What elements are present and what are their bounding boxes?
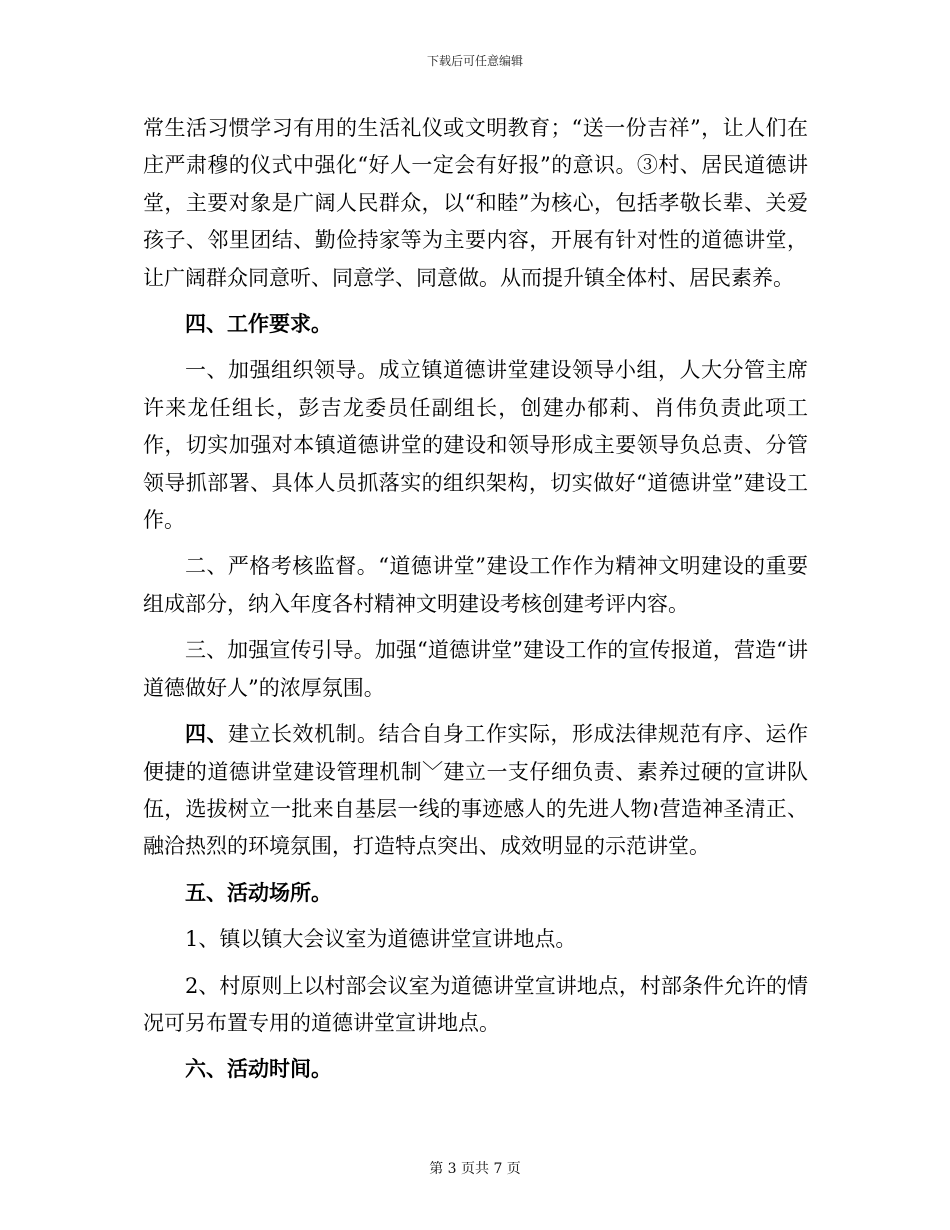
- document-body: [143, 110, 808, 1089]
- paragraph-requirement-2: 二、严格考核监督。“道德讲堂”建设工作作为精神文明建设的重要组成部分，纳入年度各村精神文明建设考核创建考评内容。: [143, 554, 808, 616]
- heading-work-requirements: 四、工作要求。: [185, 312, 332, 337]
- heading-activity-time: 六、活动时间。: [185, 1057, 332, 1082]
- paragraph-requirement-3: 三、加强宣传引导。加强“道德讲堂”建设工作的宣传报道，营造“讲道德做好人”的浓厚氛围。: [143, 638, 808, 700]
- heading-activity-venue: 五、活动场所。: [185, 880, 332, 905]
- page-header-note: 下载后可任意编辑: [426, 54, 523, 68]
- paragraph-intro: 常生活习惯学习有用的生活礼仪或文明教育；“送一份吉祥”，让人们在庄严肃穆的仪式中强化“好人一定会有好报”的意识。③村、居民道德讲堂，主要对象是广阔人民群众，以“和睦”为核心，包括孝敬长辈、关爱孩子、邻里团结、勤俭持家等为主要内容，开展有针对性的道德讲堂，让广阔群众同意听、同意学、同意做。从而提升镇全体村、居民素养。: [143, 116, 808, 290]
- paragraph-venue-2: 2、村原则上以村部会议室为道德讲堂宣讲地点，村部条件允许的情况可另布置专用的道德讲堂宣讲地点。: [143, 973, 808, 1035]
- paragraph-venue-1: 1、镇以镇大会议室为道德讲堂宣讲地点。: [185, 927, 577, 952]
- paragraph-requirement-1: 一、加强组织领导。成立镇道德讲堂建设领导小组，人大分管主席许来龙任组长，彭吉龙委员任副组长，创建办郁莉、肖伟负责此项工作，切实加强对本镇道德讲堂的建设和领导形成主要领导负总责、分管领导抓部署、具体人员抓落实的组织架构，切实做好“道德讲堂”建设工作。: [143, 358, 808, 533]
- requirement-4-text: 建立长效机制。结合自身工作实际，形成法律规范有序、运作便捷的道德讲堂建设管理机制﹀建立一支仔细负责、素养过硬的宣讲队伍，选拔树立一批来自基层一线的事迹感人的先进人物≀营造神圣清正、融洽热烈的环境氛围，打造特点突出、成效明显的示范讲堂。: [143, 722, 808, 859]
- page-number: 第 3 页共 7 页: [429, 1161, 521, 1177]
- requirement-4-number: 四、: [185, 722, 228, 747]
- paragraph-requirement-4: [143, 716, 808, 866]
